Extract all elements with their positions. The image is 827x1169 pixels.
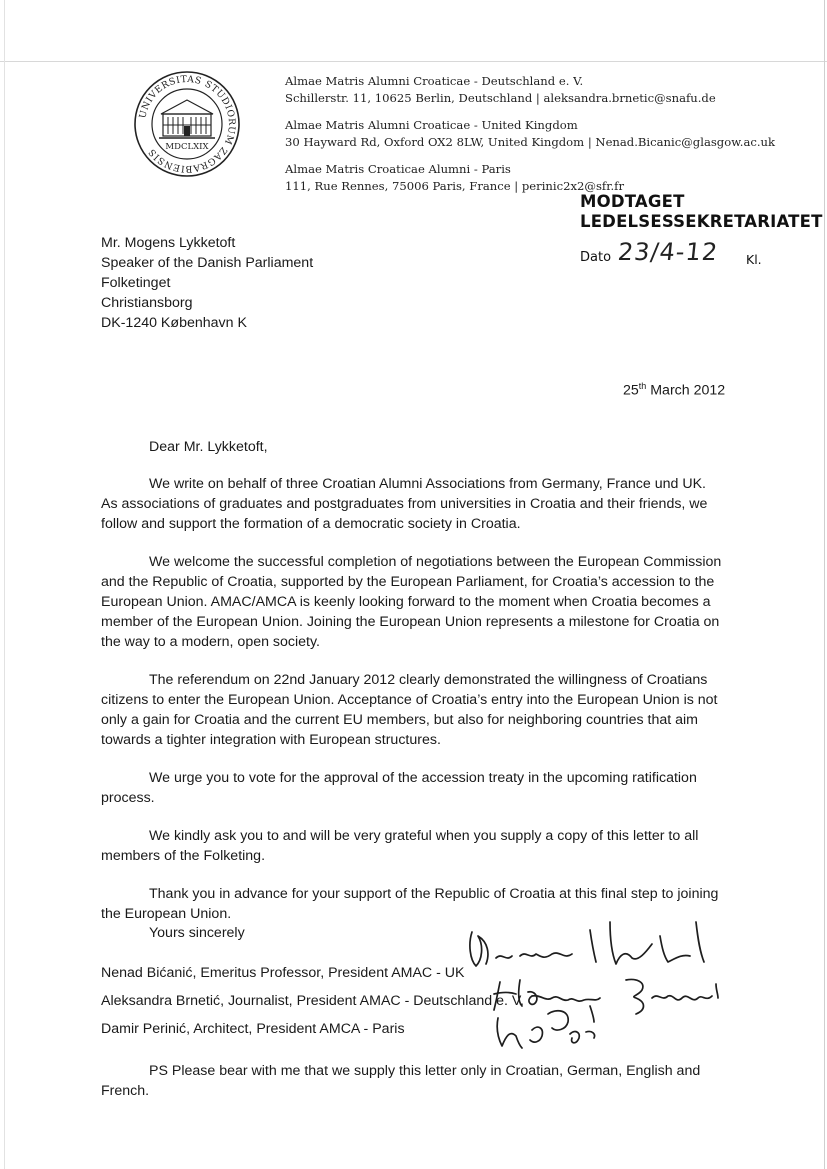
signatory-brnetic: Aleksandra Brnetić, Journalist, President AMAC - Deutschland e. V.	[101, 993, 524, 1009]
stamp-handwritten-date: 23/4-12	[616, 238, 720, 266]
stamp-line-secretariat: LEDELSESSEKRETARIATET	[580, 212, 823, 231]
paragraph-vote-request: We urge you to vote for the approval of the accession treaty in the upcoming ratification process.	[101, 770, 697, 806]
sender-name: Almae Matris Alumni Croaticae - Deutschland e. V.	[285, 74, 584, 88]
sender-addresses	[285, 73, 775, 205]
date-suffix: th	[638, 381, 647, 391]
handwritten-signatures	[460, 910, 740, 1060]
stamp-date-row	[580, 238, 810, 274]
recipient-line: Christiansborg	[101, 295, 193, 311]
recipient-line: Speaker of the Danish Parliament	[101, 255, 314, 271]
postscript: PS Please bear with me that we supply this letter only in Croatian, German, English and French.	[101, 1063, 701, 1099]
sender-germany	[285, 73, 775, 107]
sender-address: 30 Hayward Rd, Oxford OX2 8LW, United Kingdom | Nenad.Bicanic@glasgow.ac.uk	[285, 135, 776, 149]
salutation: Dear Mr. Lykketoft,	[149, 439, 268, 455]
paragraph-referendum: The referendum on 22nd January 2012 clearly demonstrated the willingness of Croatians citizens to enter the European Union. Acceptance of Croatia’s entry into the European Union is not only a gain for Croatia and the current EU members, but also for neighboring countries that aim towards a tighter integration with European structures.	[101, 672, 718, 748]
date-day: 25	[623, 382, 639, 399]
received-stamp	[580, 192, 823, 274]
seal-year: MDCLXIX	[165, 142, 209, 152]
stamp-line-received: MODTAGET	[580, 192, 685, 211]
seal-ring-text: UNIVERSITAS STUDIORUM ZAGRABIENSIS	[137, 73, 238, 175]
letter-date	[623, 381, 725, 399]
paragraph-thanks: Thank you in advance for your support of the Republic of Croatia at this final step to joining the European Union.	[101, 886, 719, 922]
paragraph-negotiations: We welcome the successful completion of negotiations between the European Commission and the Republic of Croatia, supported by the European Parliament, for Croatia’s accession to the European Union. AMAC/AMCA is keenly looking forward to the moment when Croatia becomes a member of the European Union. Joining the European Union represents a milestone for Croatia on the way to a modern, open society.	[101, 554, 722, 650]
date-month-year: March 2012	[646, 382, 726, 399]
letter-body	[101, 437, 723, 942]
scan-edge-top	[0, 0, 827, 62]
signature-bicanic	[470, 922, 704, 966]
signatory-bicanic: Nenad Bićanić, Emeritus Professor, President AMAC - UK	[101, 965, 465, 981]
signature-perinic	[497, 1006, 594, 1048]
sender-uk	[285, 117, 775, 151]
closing: Yours sincerely	[149, 925, 245, 941]
sender-name: Almae Matris Croaticae Alumni - Paris	[285, 162, 511, 176]
paragraph-copy-request: We kindly ask you to and will be very grateful when you supply a copy of this letter to all members of the Folketing.	[101, 828, 699, 864]
stamp-kl-label: Kl.	[746, 252, 762, 267]
paragraph-intro: We write on behalf of three Croatian Alumni Associations from Germany, France und UK. As associations of graduates and postgraduates from universities in Croatia and their friends, we follow and support the formation of a democratic society in Croatia.	[101, 476, 708, 532]
university-seal-logo	[133, 70, 241, 178]
sender-name: Almae Matris Alumni Croaticae - United Kingdom	[285, 118, 578, 132]
sender-paris	[285, 161, 775, 195]
sender-address: Schillerstr. 11, 10625 Berlin, Deutschland | aleksandra.brnetic@snafu.de	[285, 91, 716, 105]
signatory-perinic: Damir Perinić, Architect, President AMCA - Paris	[101, 1021, 405, 1037]
recipient-line: Mr. Mogens Lykketoft	[101, 235, 236, 251]
sender-address: 111, Rue Rennes, 75006 Paris, France | perinic2x2@sfr.fr	[285, 179, 624, 193]
scan-edge-left	[0, 0, 5, 1169]
recipient-line: Folketinget	[101, 275, 171, 291]
signature-brnetic	[494, 979, 718, 1014]
recipient-address	[101, 233, 313, 333]
stamp-dato-label: Dato	[580, 250, 612, 265]
recipient-line: DK-1240 København K	[101, 315, 247, 331]
